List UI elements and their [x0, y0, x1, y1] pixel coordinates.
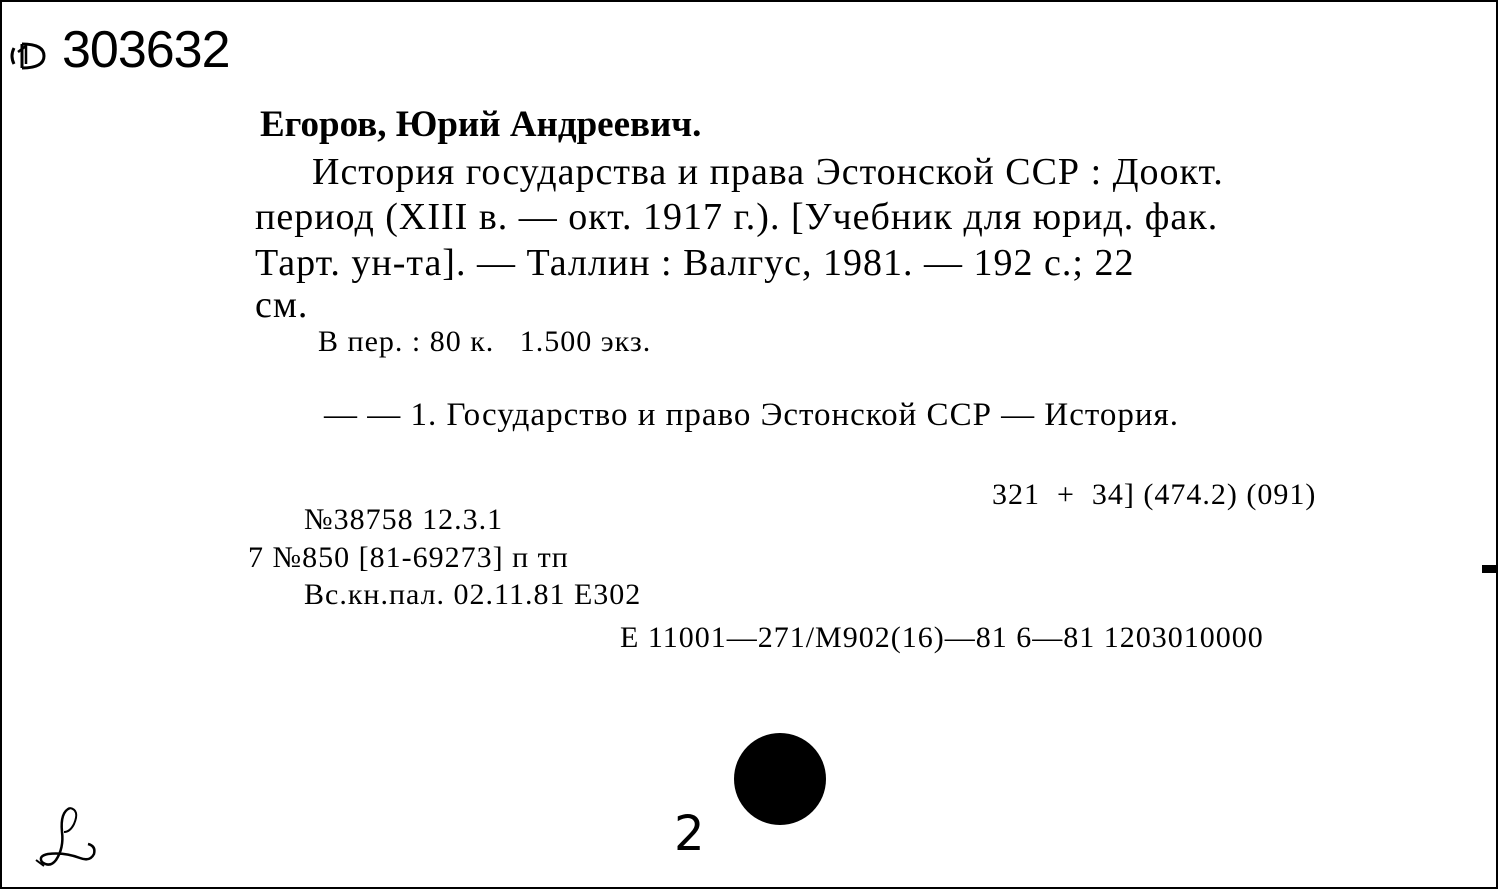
subject-heading: — — 1. Государство и право Эстонской ССР — История. [324, 397, 1179, 433]
description-line: см. [255, 284, 309, 326]
punch-hole-icon [734, 733, 826, 825]
edge-mark [1482, 565, 1496, 573]
price-line: В пер. : 80 к. 1.500 экз. [318, 325, 652, 358]
description-line: Тарт. ун-та]. — Таллин : Валгус, 1981. — 192 с.; 22 [255, 242, 1135, 284]
circled-letter-icon [6, 36, 46, 76]
handwritten-signature-icon [30, 802, 102, 874]
handwritten-number: 2 [674, 806, 705, 862]
technical-line: №38758 12.3.1 [304, 503, 504, 536]
classification-code: 321 + 34] (474.2) (091) [992, 478, 1317, 511]
author-heading: Егоров, Юрий Андреевич. [260, 104, 702, 145]
technical-line: Е 11001—271/М902(16)—81 6—81 1203010000 [620, 621, 1264, 654]
description-line: период (XIII в. — окт. 1917 г.). [Учебник для юрид. фак. [255, 196, 1219, 238]
description-line: История государства и права Эстонской ССР : Доокт. [312, 151, 1224, 193]
technical-line: Вс.кн.пал. 02.11.81 Е302 [304, 578, 642, 611]
technical-line: 7 №850 [81-69273] п тп [248, 541, 569, 574]
accession-number: 303632 [62, 21, 230, 79]
